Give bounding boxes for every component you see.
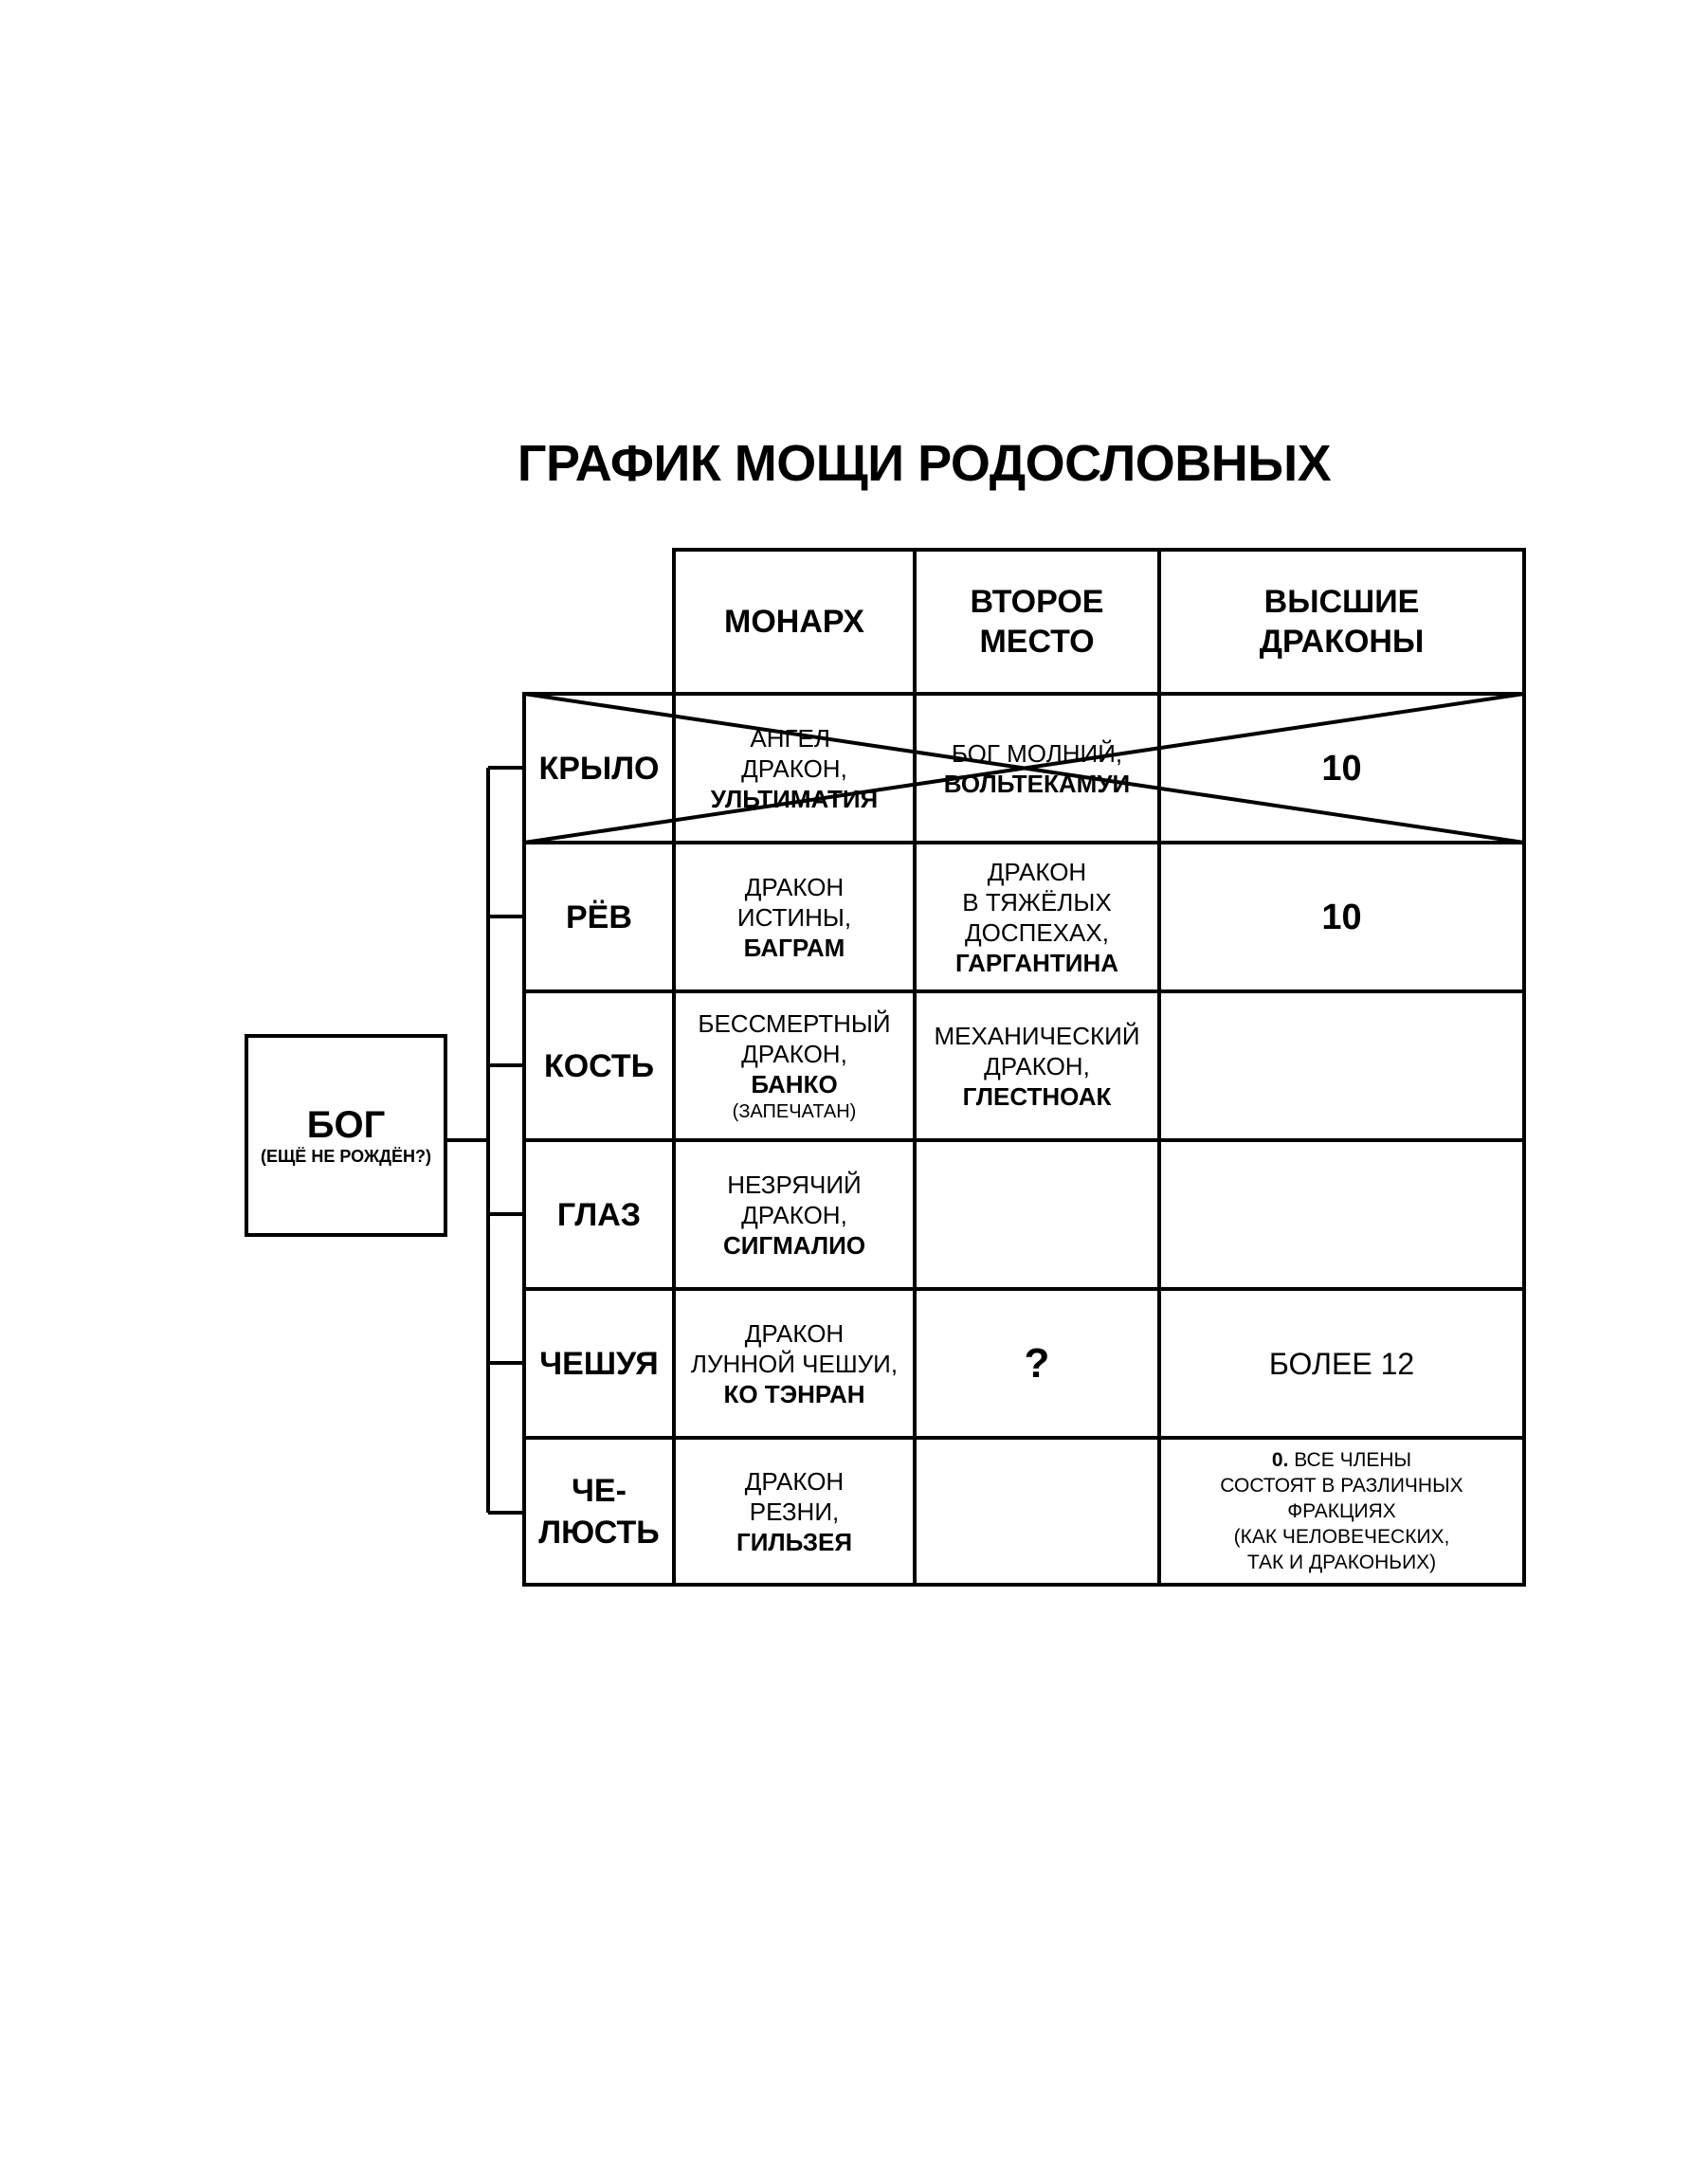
root-subtitle: (ЕЩЁ НЕ РОЖДЁН?) (260, 1147, 432, 1166)
dragon-name: БАГРАМ (743, 933, 845, 962)
dragon-name: КО ТЭНРАН (723, 1379, 865, 1408)
cell-line: МЕХАНИЧЕСКИЙ (934, 1021, 1140, 1050)
chart-title: ГРАФИК МОЩИ РОДОСЛОВНЫХ (517, 435, 1332, 492)
row-label-text: КРЫЛО (538, 750, 660, 787)
cell-line: В ТЯЖЁЛЫХ (962, 887, 1112, 917)
col-header-text: МЕСТО (979, 624, 1095, 660)
root-title: БОГ (306, 1104, 386, 1146)
cell-line: НЕЗРЯЧИЙ (727, 1170, 862, 1199)
col-header-text: ВТОРОЕ (970, 584, 1104, 620)
cell-eye-second (915, 1140, 1159, 1289)
row-label-text: РЁВ (566, 898, 632, 935)
cell-eye-high (1159, 1140, 1524, 1289)
cell-roar-monarch (674, 843, 915, 991)
row-label-text: ГЛАЗ (556, 1196, 642, 1233)
note-line: СОСТОЯТ В РАЗЛИЧНЫХ (1220, 1475, 1463, 1497)
row-label-jaw (524, 1438, 674, 1585)
dragon-name: ВОЛЬТЕКАМУИ (943, 769, 1131, 798)
cell-line: ДРАКОН (744, 872, 845, 901)
cell-jaw-second (915, 1438, 1159, 1585)
cell-line: ДРАКОН (987, 857, 1087, 886)
row-label-roar (524, 843, 674, 991)
cell-roar-second (915, 843, 1159, 991)
cell-scale-second (915, 1289, 1159, 1438)
dragon-name: ГИЛЬЗЕЯ (736, 1527, 853, 1556)
dragon-name: БАНКО (751, 1069, 838, 1098)
col-header-text: МОНАРХ (724, 604, 864, 640)
cell-line: ДРАКОН, (984, 1051, 1090, 1080)
dragon-name: ГЛЕСТНОАК (962, 1081, 1112, 1111)
row-label-wing (524, 694, 674, 843)
cell-line: ДОСПЕХАХ, (965, 917, 1109, 947)
root-node (245, 1034, 447, 1237)
high-count: 10 (1321, 748, 1362, 789)
cell-line: РЕЗНИ, (749, 1497, 840, 1526)
cell-line: ДРАКОН, (741, 1039, 847, 1068)
cell-wing-second (915, 694, 1159, 843)
cell-line: ЛУННОЙ ЧЕШУИ, (690, 1349, 899, 1378)
col-header-high (1159, 550, 1524, 694)
cell-scale-monarch (674, 1289, 915, 1438)
row-label-scale (524, 1289, 674, 1438)
high-count: БОЛЕЕ 12 (1268, 1346, 1415, 1381)
cell-line: ДРАКОН (744, 1318, 845, 1348)
cell-bone-high (1159, 991, 1524, 1140)
dragon-name: ГАРГАНТИНА (955, 948, 1118, 977)
cell-jaw-high (1159, 1438, 1524, 1585)
row-label-eye (524, 1140, 674, 1289)
cell-line: БЕССМЕРТНЫЙ (698, 1008, 891, 1038)
cell-line: ДРАКОН, (741, 753, 847, 783)
dragon-name: УЛЬТИМАТИЯ (710, 784, 879, 813)
col-header-second (915, 550, 1159, 694)
row-label-text: ЧЕШУЯ (539, 1345, 659, 1382)
cell-jaw-monarch (674, 1438, 915, 1585)
sealed-note: (ЗАПЕЧАТАН) (732, 1100, 857, 1122)
cell-line: ДРАКОН (744, 1466, 845, 1496)
col-header-monarch (674, 550, 915, 694)
high-count: 10 (1321, 897, 1362, 937)
col-header-text: ДРАКОНЫ (1259, 624, 1425, 660)
cell-bone-monarch (674, 991, 915, 1140)
note-line: ВСЕ ЧЛЕНЫ (1294, 1449, 1412, 1471)
note-count: 0. (1271, 1449, 1289, 1471)
row-label-bone (524, 991, 674, 1140)
cell-scale-high (1159, 1289, 1524, 1438)
cell-line: АНГЕЛ- (750, 723, 839, 753)
col-header-text: ВЫСШИЕ (1263, 584, 1420, 620)
note-line: (КАК ЧЕЛОВЕЧЕСКИХ, (1233, 1526, 1450, 1548)
note-first-line (1272, 1447, 1411, 1473)
cell-line: ИСТИНЫ, (736, 902, 852, 932)
cell-wing-high (1159, 694, 1524, 843)
row-label-text: ЛЮСТЬ (538, 1514, 660, 1551)
cell-line: БОГ МОЛНИЙ, (951, 738, 1123, 768)
note-line: ФРАКЦИЯХ (1287, 1500, 1396, 1522)
row-label-text: ЧЕ- (572, 1472, 627, 1509)
cell-wing-monarch (674, 694, 915, 843)
note-line: ТАК И ДРАКОНЬИХ) (1246, 1552, 1437, 1573)
unknown-mark: ? (1024, 1339, 1050, 1387)
cell-roar-high (1159, 843, 1524, 991)
cell-bone-second (915, 991, 1159, 1140)
dragon-name: СИГМАЛИО (722, 1230, 866, 1260)
cell-line: ДРАКОН, (741, 1200, 847, 1229)
row-label-text: КОСТЬ (543, 1047, 655, 1084)
cell-eye-monarch (674, 1140, 915, 1289)
